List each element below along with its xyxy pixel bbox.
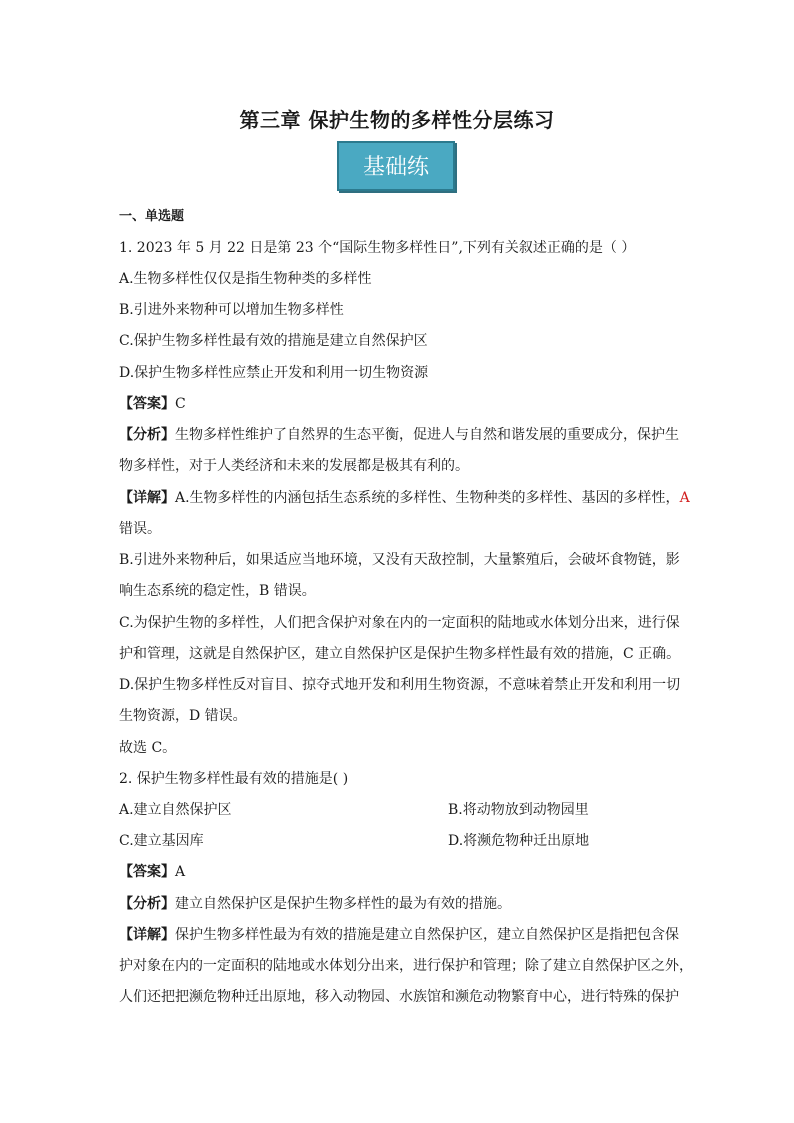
q1-detail-line: 错误。 [119,521,161,537]
q1-stem: 1. 2023 年 5 月 22 日是第 23 个“国际生物多样性日”,下列有关叙述正确的是（ ） [119,240,636,256]
q2-analysis-line [119,894,511,914]
q2-stem: 2. 保护生物多样性最有效的措施是( ) [119,771,349,787]
analysis-text: 生物多样性维护了自然界的生态平衡，促进人与自然和谐发展的重要成分，保护生 [175,427,679,443]
detail-text: A.生物多样性的内涵包括生态系统的多样性、生物种类的多样性、基因的多样性， [175,490,680,506]
q2-detail-line [119,925,679,945]
detail-red-letter: A [679,490,690,506]
detail-tag: 【详解】 [119,490,175,506]
detail-text: 保护生物多样性最为有效的措施是建立自然保护区，建立自然保护区是指把包含保 [175,927,679,943]
analysis-tag: 【分析】 [119,427,175,443]
q2-option-c: C.建立基因库 [119,833,204,849]
q1-analysis-line [119,425,679,445]
answer-tag: 【答案】 [119,396,175,412]
answer-value: A [175,864,186,880]
q1-option-b: B.引进外来物种可以增加生物多样性 [119,302,344,318]
q1-detail-line: 护和管理，这就是自然保护区，建立自然保护区是保护生物多样性最有效的措施，C 正确。 [119,646,681,662]
q1-option-a: A.生物多样性仅仅是指生物种类的多样性 [119,271,372,287]
q1-detail-line: D.保护生物多样性反对盲目、掠夺式地开发和利用生物资源，不意味着禁止开发和利用一切 [119,677,681,693]
q2-option-b: B.将动物放到动物园里 [448,802,589,818]
q2-detail-line: 护对象在内的一定面积的陆地或水体划分出来，进行保护和管理；除了建立自然保护区之外， [119,958,693,974]
page-title: 第三章 保护生物的多样性分层练习 [239,108,555,132]
q2-answer [119,862,185,882]
q1-detail-line [119,488,690,508]
q1-detail-line: C.为保护生物的多样性，人们把含保护对象在内的一定面积的陆地或水体划分出来，进行保 [119,615,680,631]
q2-option-d: D.将濒危物种迁出原地 [448,833,590,849]
q1-analysis-line: 物多样性，对于人类经济和未来的发展都是极其有利的。 [119,458,469,474]
q1-detail-line: B.引进外来物种后，如果适应当地环境，又没有天敌控制，大量繁殖后，会破坏食物链，影 [119,552,680,568]
q1-detail-line: 生物资源，D 错误。 [119,708,247,724]
answer-value: C [175,396,186,412]
q2-option-a: A.建立自然保护区 [119,802,232,818]
level-badge: 基础练 [337,141,455,191]
q1-option-c: C.保护生物多样性最有效的措施是建立自然保护区 [119,333,428,349]
section-heading: 一、单选题 [119,209,185,224]
q1-answer [119,394,186,414]
analysis-tag: 【分析】 [119,896,175,912]
analysis-text: 建立自然保护区是保护生物多样性的最为有效的措施。 [175,896,511,912]
q1-conclusion: 故选 C。 [119,740,177,756]
q1-detail-line: 响生态系统的稳定性，B 错误。 [119,583,316,599]
detail-tag: 【详解】 [119,927,175,943]
q1-option-d: D.保护生物多样性应禁止开发和利用一切生物资源 [119,365,429,381]
q2-detail-line: 人们还把把濒危物种迁出原地，移入动物园、水族馆和濒危动物繁育中心，进行特殊的保护 [119,989,679,1005]
answer-tag: 【答案】 [119,864,175,880]
